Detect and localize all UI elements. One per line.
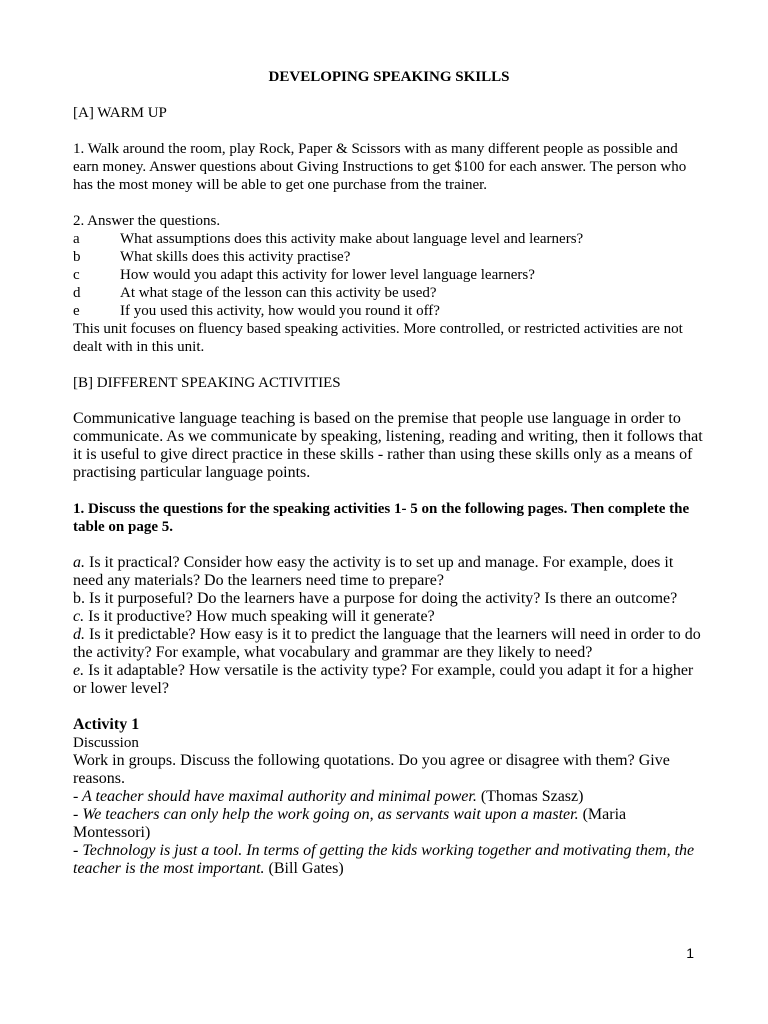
question-letter: a bbox=[73, 231, 80, 247]
question-text: How would you adapt this activity for lower level language learners? bbox=[120, 267, 535, 283]
question-text: At what stage of the lesson can this activity be used? bbox=[120, 285, 437, 301]
question-text: What skills does this activity practise? bbox=[120, 249, 351, 265]
quotation-item bbox=[73, 788, 705, 806]
unit-focus-paragraph: This unit focuses on fluency based speaking activities. More controlled, or restricted activities are not dealt with in this unit. bbox=[73, 321, 683, 355]
criterion-item bbox=[73, 554, 705, 590]
criterion-text: Is it practical? Consider how easy the activity is to set up and manage. For example, does it need any materials? Do the learners need time to prepare? bbox=[73, 554, 674, 589]
clt-intro-paragraph: Communicative language teaching is based on the premise that people use language in order to communicate. As we communicate by speaking, listening, reading and writing, then it follows that it is useful to give direct practice in these skills - rather than using these skills only as a means of practising particular language points. bbox=[73, 410, 703, 481]
question-item bbox=[73, 266, 705, 284]
criterion-letter: e. bbox=[73, 662, 85, 679]
quotation-author: (Thomas Szasz) bbox=[476, 788, 584, 805]
criterion-letter: d. bbox=[73, 626, 85, 643]
question-text: If you used this activity, how would you round it off? bbox=[120, 303, 440, 319]
criterion-letter: c. bbox=[73, 608, 85, 625]
activity-instruction: Work in groups. Discuss the following quotations. Do you agree or disagree with them? Give reasons. bbox=[73, 752, 670, 787]
criterion-text: Is it predictable? How easy is it to predict the language that the learners will need in order to do the activity? For example, what vocabulary and grammar are they likely to need? bbox=[73, 626, 701, 661]
quotation-author: (Maria Montessori) bbox=[73, 806, 627, 841]
questions-intro: 2. Answer the questions. bbox=[73, 213, 221, 229]
criterion-item bbox=[73, 626, 705, 662]
criterion-text: Is it adaptable? How versatile is the activity type? For example, could you adapt it for a higher or lower level? bbox=[73, 662, 694, 697]
document-page bbox=[73, 68, 705, 878]
quotation-author: (Bill Gates) bbox=[264, 860, 344, 877]
warmup-paragraph: 1. Walk around the room, play Rock, Paper & Scissors with as many different people as possible and earn money. Answer questions about Giving Instructions to get $100 for each answer. The person who has the most money will be able to get one purchase from the trainer. bbox=[73, 141, 687, 193]
criterion-text: Is it purposeful? Do the learners have a purpose for doing the activity? Is there an outcome? bbox=[85, 590, 678, 607]
quotation-text: - We teachers can only help the work going on, as servants wait upon a master. bbox=[73, 806, 579, 823]
question-letter: d bbox=[73, 285, 81, 301]
question-letter: c bbox=[73, 267, 80, 283]
criterion-text: Is it productive? How much speaking will it generate? bbox=[84, 608, 435, 625]
question-letter: e bbox=[73, 303, 80, 319]
criterion-item bbox=[73, 608, 705, 626]
document-title: DEVELOPING SPEAKING SKILLS bbox=[268, 69, 510, 85]
quotation-item bbox=[73, 842, 705, 878]
page-number: 1 bbox=[686, 945, 694, 961]
quotation-text: - Technology is just a tool. In terms of getting the kids working together and motivating them, the teacher is the most important. bbox=[73, 842, 695, 877]
question-item bbox=[73, 248, 705, 266]
activity-type: Discussion bbox=[73, 735, 139, 751]
question-item bbox=[73, 284, 705, 302]
activity-heading: Activity 1 bbox=[73, 716, 140, 733]
different-activities-heading: [B] DIFFERENT SPEAKING ACTIVITIES bbox=[73, 375, 341, 391]
quotation-item bbox=[73, 806, 705, 842]
question-item bbox=[73, 230, 705, 248]
criterion-item bbox=[73, 590, 705, 608]
question-text: What assumptions does this activity make about language level and learners? bbox=[120, 231, 584, 247]
question-item bbox=[73, 302, 705, 320]
criterion-letter: a. bbox=[73, 554, 85, 571]
question-letter: b bbox=[73, 249, 81, 265]
quotation-text: - A teacher should have maximal authority and minimal power. bbox=[73, 788, 477, 805]
warmup-heading: [A] WARM UP bbox=[73, 105, 167, 121]
criterion-letter: b. bbox=[73, 590, 85, 607]
criterion-item bbox=[73, 662, 705, 698]
discussion-task: 1. Discuss the questions for the speaking activities 1- 5 on the following pages. Then complete the table on page 5. bbox=[73, 501, 690, 535]
